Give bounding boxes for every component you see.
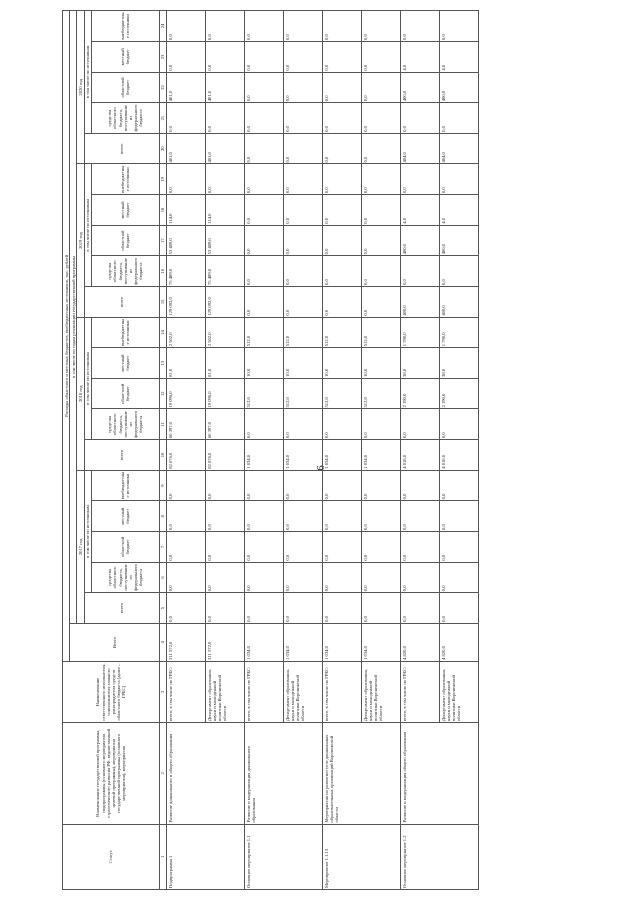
value-cell: 0,0: [323, 287, 362, 318]
column-index-cell: 9: [159, 470, 166, 501]
value-cell: 0,0: [284, 42, 323, 73]
value-cell: 0,0: [401, 11, 440, 42]
table-row: [401, 11, 440, 890]
value-cell: 0,0: [323, 133, 362, 164]
value-cell: 4,0: [401, 42, 440, 73]
value-cell: 0,0: [245, 195, 284, 226]
column-index-cell: 7: [159, 532, 166, 563]
header-incl-sources: в том числе по источникам: [84, 470, 91, 593]
header-sub-vneb: внебюджетные источники: [91, 164, 159, 195]
header-year-2019: 2019 год: [77, 164, 84, 317]
header-sources: Наименование ответственного исполнителя, соисполнителя главного распорядителя средств областного бюджета (далее – ГРБС): [63, 661, 160, 722]
value-cell: 512,0: [362, 317, 401, 348]
value-cell: 0,0: [245, 42, 284, 73]
value-cell: 0,0: [284, 562, 323, 593]
value-cell: 0,0: [245, 256, 284, 287]
value-cell: 0,0: [401, 256, 440, 287]
column-index-cell: 13: [159, 348, 166, 379]
value-cell: 0,0: [362, 11, 401, 42]
value-cell: 53 489,0: [206, 225, 245, 256]
value-cell: 0,0: [362, 256, 401, 287]
value-cell: 0,0: [362, 103, 401, 134]
header-incl-sources: в том числе по источникам: [84, 11, 91, 134]
value-cell: 512,0: [245, 317, 284, 348]
value-cell: 1 034,0: [362, 440, 401, 471]
header-sub-obl: областной бюджет: [91, 225, 159, 256]
column-index-cell: 18: [159, 195, 166, 226]
value-cell: 0,0: [401, 501, 440, 532]
table-row: [245, 11, 284, 890]
value-cell: 401,0: [206, 72, 245, 103]
value-cell: 512,0: [245, 378, 284, 409]
table-body: [159, 11, 478, 890]
value-cell: 0,0: [401, 164, 440, 195]
value-cell: 129 092,0: [206, 287, 245, 318]
value-cell: 0,0: [323, 164, 362, 195]
row-source: всего, в том числе по ГРБС:: [245, 661, 284, 722]
value-cell: 0,0: [167, 470, 206, 501]
header-expenses: Расходы областного и местных бюджетов, внебюджетных источников, тыс. рублей: [63, 11, 70, 662]
value-cell: 0,0: [167, 501, 206, 532]
value-cell: 19 096,0: [206, 378, 245, 409]
value-cell: 2 190,0: [440, 378, 479, 409]
value-cell: 0,0: [167, 562, 206, 593]
value-cell: 38,0: [440, 348, 479, 379]
value-cell: 0,0: [362, 133, 401, 164]
value-cell: 0,0: [440, 256, 479, 287]
value-cell: 0,0: [284, 287, 323, 318]
column-index-cell: 12: [159, 378, 166, 409]
header-sub-fed: средства областного бюджета, поступившие из федерального бюджета: [91, 562, 159, 593]
header-incl-sources: в том числе по источникам: [84, 317, 91, 440]
value-cell: 0,0: [245, 593, 284, 624]
column-index-cell: 22: [159, 72, 166, 103]
header-sub-mest: местный бюджет: [91, 195, 159, 226]
value-cell: 211 572,0: [167, 623, 206, 661]
row-status: Мероприятие 1.1.13: [323, 824, 401, 889]
value-cell: 0,0: [401, 470, 440, 501]
value-cell: 0,0: [284, 225, 323, 256]
value-cell: 401,0: [167, 133, 206, 164]
header-sub-obl: областной бюджет: [91, 532, 159, 563]
value-cell: 0,0: [323, 11, 362, 42]
value-cell: 0,0: [440, 164, 479, 195]
row-name: Развитие и модернизация дошкольного образования: [245, 723, 323, 824]
value-cell: 0,0: [362, 72, 401, 103]
value-cell: 401,0: [206, 133, 245, 164]
value-cell: 2 190,0: [401, 378, 440, 409]
value-cell: 114,0: [206, 195, 245, 226]
column-index-cell: 20: [159, 133, 166, 164]
value-cell: 4 018,0: [401, 440, 440, 471]
header-year-2018: 2018 год: [77, 317, 84, 470]
value-cell: 4,0: [401, 195, 440, 226]
value-cell: 512,0: [362, 378, 401, 409]
value-cell: 0,0: [167, 42, 206, 73]
value-cell: 0,0: [167, 103, 206, 134]
column-index-cell: 8: [159, 501, 166, 532]
value-cell: 0,0: [206, 164, 245, 195]
row-source: Департамент образования, науки и молодежной политики Воронежской области: [362, 661, 401, 722]
header-sub-total: всего: [84, 593, 159, 624]
value-cell: 0,0: [245, 562, 284, 593]
header-sub-fed: средства областного бюджета, поступившие из федерального бюджета: [91, 103, 159, 134]
column-index-cell: 15: [159, 287, 166, 318]
column-index-row: [159, 11, 166, 890]
value-cell: 10,0: [323, 348, 362, 379]
value-cell: 0,0: [440, 562, 479, 593]
value-cell: 0,0: [206, 11, 245, 42]
value-cell: 0,0: [362, 409, 401, 440]
value-cell: 4 820,0: [401, 623, 440, 661]
value-cell: 0,0: [245, 532, 284, 563]
value-cell: 10,0: [245, 348, 284, 379]
value-cell: 0,0: [245, 501, 284, 532]
value-cell: 0,0: [440, 103, 479, 134]
value-cell: 38,0: [401, 348, 440, 379]
row-source: всего, в том числе по ГРБС:: [167, 661, 206, 722]
value-cell: 81,0: [167, 348, 206, 379]
value-cell: 0,0: [362, 287, 401, 318]
value-cell: 401,0: [167, 72, 206, 103]
value-cell: 0,0: [323, 532, 362, 563]
row-source: всего, в том числе по ГРБС:: [323, 661, 362, 722]
value-cell: 400,0: [440, 287, 479, 318]
header-sub-mest: местный бюджет: [91, 348, 159, 379]
page-number: 6: [314, 465, 327, 471]
column-index-cell: 11: [159, 409, 166, 440]
value-cell: 19 096,0: [167, 378, 206, 409]
value-cell: 0,0: [284, 470, 323, 501]
value-cell: 0,0: [362, 501, 401, 532]
row-status: Подпрограмма 1: [167, 824, 245, 889]
value-cell: 114,0: [167, 195, 206, 226]
header-status: Статус: [63, 824, 160, 889]
value-cell: 0,0: [245, 11, 284, 42]
value-cell: 1 790,0: [440, 317, 479, 348]
value-cell: 10,0: [362, 348, 401, 379]
value-cell: 0,0: [206, 532, 245, 563]
header-sub-total: всего: [84, 440, 159, 471]
value-cell: 10,0: [284, 348, 323, 379]
header-incl-sources: в том числе по источникам: [84, 164, 91, 287]
rotated-table-container: [62, 10, 610, 890]
value-cell: 1 790,0: [401, 317, 440, 348]
value-cell: 0,0: [362, 470, 401, 501]
column-index-cell: 17: [159, 225, 166, 256]
value-cell: 129 092,0: [167, 287, 206, 318]
value-cell: 0,0: [206, 42, 245, 73]
value-cell: 0,0: [206, 470, 245, 501]
value-cell: 2 502,0: [206, 317, 245, 348]
column-index-cell: 10: [159, 440, 166, 471]
value-cell: 0,0: [323, 42, 362, 73]
value-cell: 0,0: [206, 593, 245, 624]
header-year-2020: 2020 год: [77, 11, 84, 165]
value-cell: 0,0: [167, 532, 206, 563]
value-cell: 0,0: [362, 593, 401, 624]
value-cell: 0,0: [401, 562, 440, 593]
value-cell: 0,0: [245, 287, 284, 318]
column-index-cell: 16: [159, 256, 166, 287]
value-cell: 404,0: [401, 133, 440, 164]
header-year-2017: 2017 год: [77, 470, 84, 623]
header-incl-by-year: в том числе по годам реализации государственной программы: [70, 11, 77, 624]
header-sub-fed: средства областного бюджета, поступившие из федерального бюджета: [91, 409, 159, 440]
value-cell: 0,0: [440, 501, 479, 532]
row-status: Основное мероприятие 1.1: [245, 824, 323, 889]
value-cell: 0,0: [284, 593, 323, 624]
value-cell: 0,0: [323, 562, 362, 593]
value-cell: 4 018,0: [440, 440, 479, 471]
row-source: Департамент образования, науки и молодежной политики Воронежской области: [206, 661, 245, 722]
value-cell: 0,0: [245, 164, 284, 195]
column-index-cell: 23: [159, 42, 166, 73]
header-sub-obl: областной бюджет: [91, 72, 159, 103]
value-cell: 1 034,0: [245, 440, 284, 471]
value-cell: 0,0: [284, 501, 323, 532]
value-cell: 0,0: [167, 593, 206, 624]
value-cell: 512,0: [284, 317, 323, 348]
value-cell: 0,0: [401, 409, 440, 440]
value-cell: 0,0: [245, 470, 284, 501]
header-sub-mest: местный бюджет: [91, 42, 159, 73]
header-sub-total: всего: [84, 287, 159, 318]
value-cell: 0,0: [362, 225, 401, 256]
column-index-cell: 19: [159, 164, 166, 195]
value-cell: 0,0: [440, 532, 479, 563]
value-cell: 0,0: [284, 409, 323, 440]
value-cell: 1 034,0: [284, 440, 323, 471]
value-cell: 0,0: [284, 11, 323, 42]
value-cell: 1 034,0: [245, 623, 284, 661]
value-cell: 0,0: [167, 11, 206, 42]
value-cell: 400,0: [440, 225, 479, 256]
column-index-cell: 21: [159, 103, 166, 134]
value-cell: 0,0: [440, 593, 479, 624]
value-cell: 400,0: [401, 225, 440, 256]
value-cell: 400,0: [401, 72, 440, 103]
value-cell: 0,0: [284, 256, 323, 287]
row-name: Развитие дошкольного и общего образования: [167, 723, 245, 824]
value-cell: 0,0: [206, 501, 245, 532]
value-cell: 0,0: [284, 532, 323, 563]
value-cell: 75 489,0: [206, 256, 245, 287]
value-cell: 404,0: [440, 133, 479, 164]
value-cell: 1 034,0: [362, 623, 401, 661]
header-sub-obl: областной бюджет: [91, 378, 159, 409]
value-cell: 0,0: [401, 103, 440, 134]
value-cell: 75 489,0: [167, 256, 206, 287]
row-status: Основное мероприятие 1.2: [401, 824, 479, 889]
column-index-cell: 4: [159, 623, 166, 661]
value-cell: 0,0: [323, 103, 362, 134]
value-cell: 53 489,0: [167, 225, 206, 256]
value-cell: 4,0: [440, 42, 479, 73]
value-cell: 0,0: [206, 103, 245, 134]
value-cell: 0,0: [284, 72, 323, 103]
value-cell: 0,0: [323, 409, 362, 440]
value-cell: 0,0: [245, 133, 284, 164]
value-cell: 0,0: [245, 409, 284, 440]
value-cell: 81,0: [206, 348, 245, 379]
value-cell: 0,0: [284, 103, 323, 134]
header-sub-vneb: внебюджетные источники: [91, 11, 159, 42]
value-cell: 0,0: [245, 225, 284, 256]
value-cell: 0,0: [323, 72, 362, 103]
value-cell: 0,0: [284, 195, 323, 226]
table-row: [323, 11, 362, 890]
row-source: Департамент образования, науки и молодежной политики Воронежской области: [284, 661, 323, 722]
column-index-cell: 1: [159, 824, 166, 889]
value-cell: 1 034,0: [323, 440, 362, 471]
row-name: Мероприятия по развитию сети дошкольных образовательных организаций Воронежской области: [323, 723, 401, 824]
value-cell: 0,0: [245, 103, 284, 134]
value-cell: 0,0: [323, 501, 362, 532]
column-index-cell: 24: [159, 11, 166, 42]
value-cell: 60 397,0: [206, 409, 245, 440]
header-sub-vneb: внебюджетные источники: [91, 470, 159, 501]
value-cell: 400,0: [401, 287, 440, 318]
table-row: [167, 11, 206, 890]
value-cell: 0,0: [284, 164, 323, 195]
value-cell: 0,0: [401, 532, 440, 563]
value-cell: 1 034,0: [323, 623, 362, 661]
value-cell: 0,0: [323, 225, 362, 256]
column-index-cell: 5: [159, 593, 166, 624]
value-cell: 0,0: [362, 562, 401, 593]
value-cell: 0,0: [401, 593, 440, 624]
header-sub-total: всего: [84, 133, 159, 164]
column-index-cell: 2: [159, 723, 166, 824]
value-cell: 60 397,0: [167, 409, 206, 440]
value-cell: 0,0: [323, 195, 362, 226]
value-cell: 4,0: [440, 195, 479, 226]
value-cell: 0,0: [362, 532, 401, 563]
value-cell: 0,0: [362, 164, 401, 195]
value-cell: 512,0: [284, 378, 323, 409]
value-cell: 512,0: [323, 378, 362, 409]
value-cell: 0,0: [206, 562, 245, 593]
header-sub-vneb: внебюджетные источники: [91, 317, 159, 348]
row-source: Департамент образования, науки и молодежной политики Воронежской области: [440, 661, 479, 722]
value-cell: 0,0: [440, 470, 479, 501]
column-index-cell: 6: [159, 562, 166, 593]
header-program-name: Наименование государственной программы, подпрограммы (основного мероприятия стратегического развития РФ, ведомственной целевой программы), мероприятия государственной программы (основного мероприятия), мероприятия: [63, 723, 160, 824]
value-cell: 82 076,0: [167, 440, 206, 471]
value-cell: 0,0: [440, 11, 479, 42]
value-cell: 82 076,0: [206, 440, 245, 471]
value-cell: 0,0: [245, 72, 284, 103]
value-cell: 0,0: [284, 133, 323, 164]
value-cell: 0,0: [362, 195, 401, 226]
value-cell: 4 820,0: [440, 623, 479, 661]
value-cell: 2 502,0: [167, 317, 206, 348]
column-index-cell: 14: [159, 317, 166, 348]
value-cell: 0,0: [323, 256, 362, 287]
row-name: Развитие и модернизация общего образования: [401, 723, 479, 824]
header-sub-mest: местный бюджет: [91, 501, 159, 532]
value-cell: 0,0: [362, 42, 401, 73]
value-cell: 512,0: [323, 317, 362, 348]
value-cell: 400,0: [440, 72, 479, 103]
header-sub-fed: средства областного бюджета, поступившие из федерального бюджета: [91, 256, 159, 287]
header-total: Всего: [70, 623, 160, 661]
value-cell: 0,0: [167, 164, 206, 195]
row-source: всего, в том числе по ГРБС:: [401, 661, 440, 722]
value-cell: 0,0: [323, 593, 362, 624]
value-cell: 1 034,0: [284, 623, 323, 661]
column-index-cell: 3: [159, 661, 166, 722]
value-cell: 211 572,0: [206, 623, 245, 661]
budget-table: [62, 10, 479, 890]
value-cell: 0,0: [323, 470, 362, 501]
value-cell: 0,0: [440, 409, 479, 440]
